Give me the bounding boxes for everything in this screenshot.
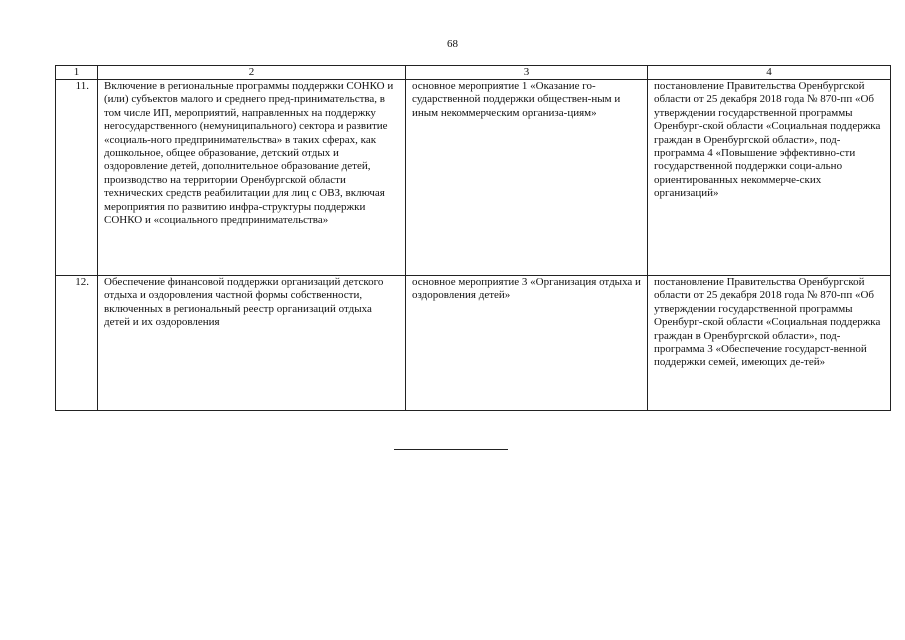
column-header: 2: [98, 66, 406, 80]
program-activity: основное мероприятие 3 «Организация отдыха и оздоровления детей»: [406, 276, 648, 411]
table-header-row: [56, 66, 891, 80]
legal-act: постановление Правительства Оренбургской области от 25 декабря 2018 года № 870-пп «Об утверждении государственной программы Оренбург-ской области «Социальная поддержка граждан в Оренбургской области», под-программа 4 «Повышение эффективно-сти государственной поддержки соци-ально ориентированных некоммерче-ских организаций»: [648, 80, 891, 276]
column-header: 3: [406, 66, 648, 80]
measure-description: Включение в региональные программы поддержки СОНКО и (или) субъектов малого и среднего пред-принимательства, в том числе ИП, мероприятий, направленных на поддержку негосударственного (немуниципального) сектора и развитие «социаль-ного предпринимательства» в таких сферах, как дошкольное, общее образование, детский отдых и оздоровление детей, дополнительное образование детей, производство на территории Оренбургской области технических средств реабилитации для лиц с ОВЗ, включая мероприятия по развитию инфра-структуры поддержки СОНКО и «социального предпринимательства»: [98, 80, 406, 276]
page-number: 68: [447, 38, 458, 50]
legal-act: постановление Правительства Оренбургской области от 25 декабря 2018 года № 870-пп «Об утверждении государственной программы Оренбург-ской области «Социальная поддержка граждан в Оренбургской области», под-программа 3 «Обеспечение государст-венной поддержки семей, имеющих де-тей»: [648, 276, 891, 411]
column-header: 4: [648, 66, 891, 80]
end-divider-line: [394, 449, 508, 450]
table-row: [56, 80, 891, 276]
row-number: 11.: [56, 80, 98, 276]
table-row: [56, 276, 891, 411]
program-activity: основное мероприятие 1 «Оказание го-сударственной поддержки обществен-ным и иным некоммерческим организа-циям»: [406, 80, 648, 276]
document-table: [55, 65, 891, 411]
measure-description: Обеспечение финансовой поддержки организаций детского отдыха и оздоровления частной формы собственности, включенных в региональный реестр организаций отдыха детей и их оздоровления: [98, 276, 406, 411]
row-number: 12.: [56, 276, 98, 411]
column-header: 1: [56, 66, 98, 80]
